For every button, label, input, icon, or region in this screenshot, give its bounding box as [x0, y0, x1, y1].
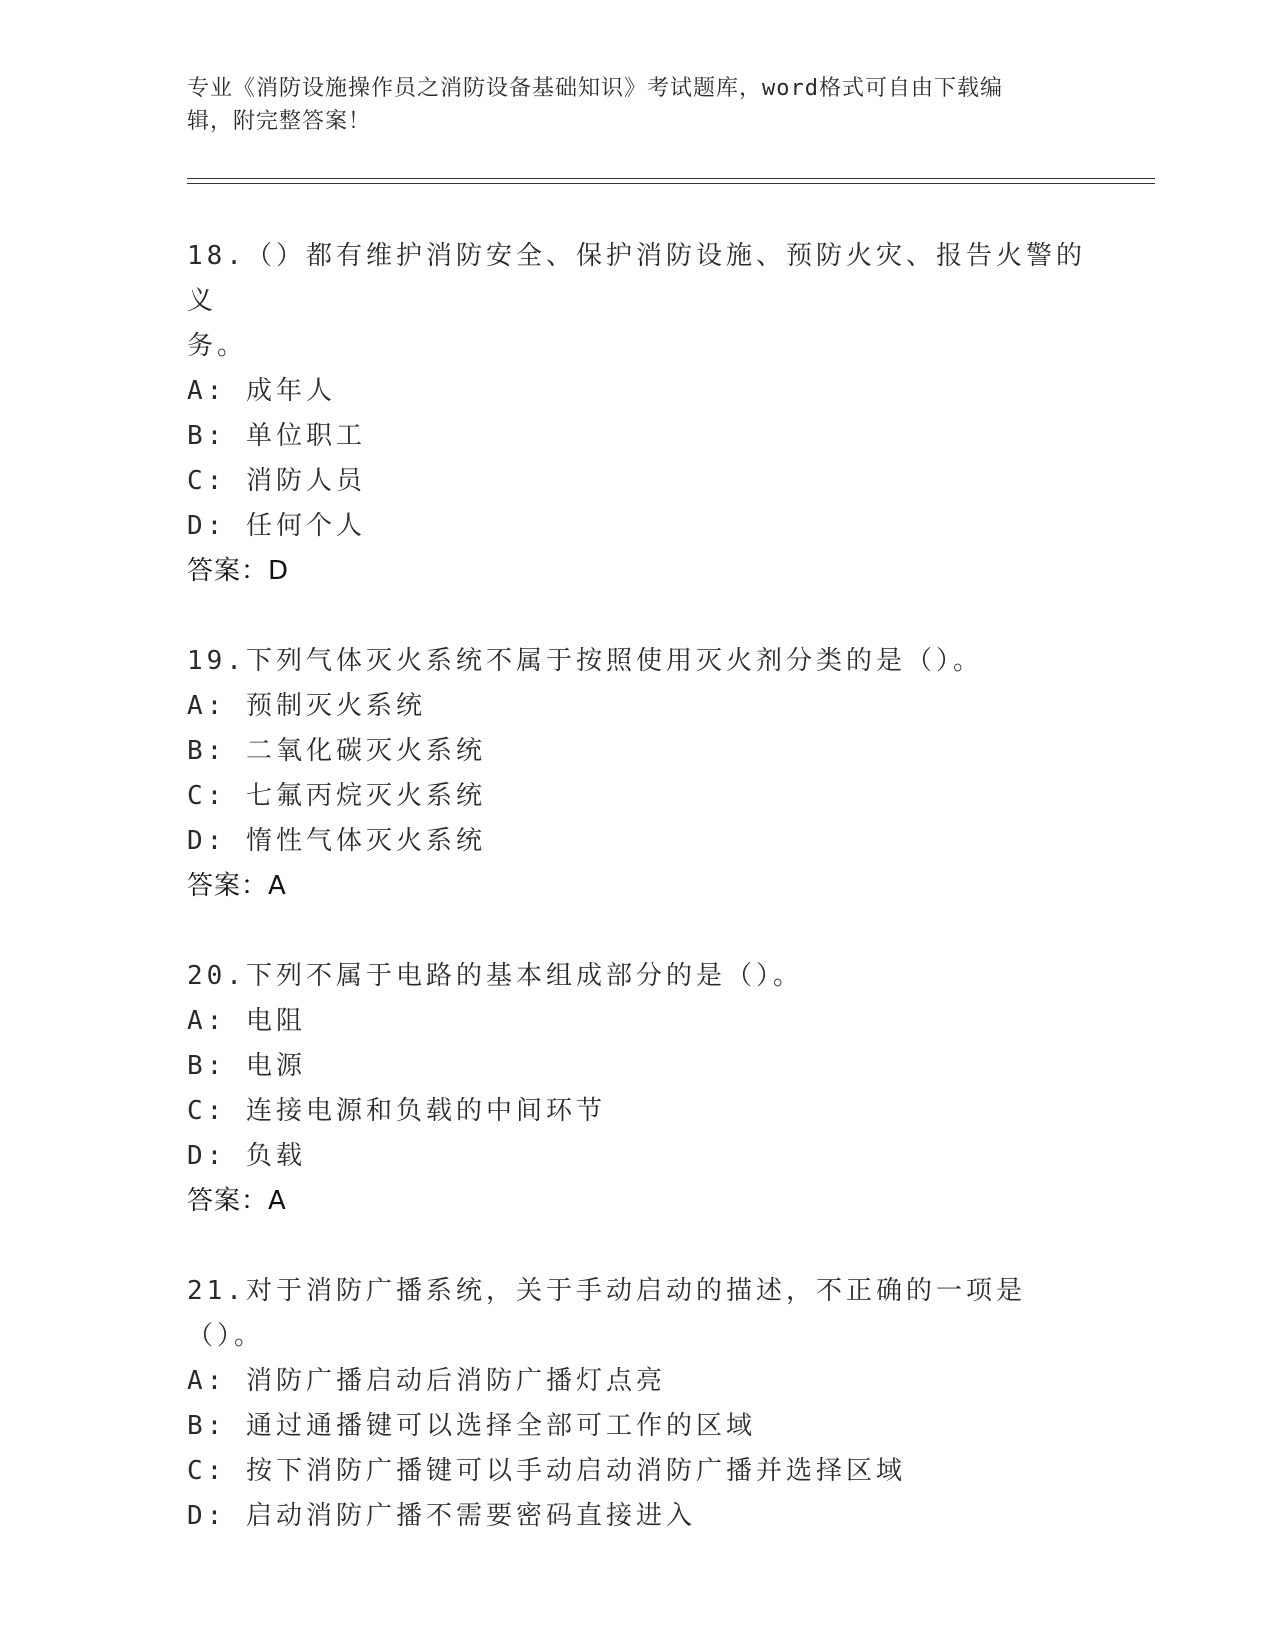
option-d: D: 任何个人: [187, 511, 366, 541]
option-c: C: 消防人员: [187, 466, 366, 496]
answer: 答案：A: [187, 871, 287, 901]
option-c: C: 按下消防广播键可以手动启动消防广播并选择区域: [187, 1456, 906, 1486]
question-18: [187, 234, 1087, 594]
option-c: C: 七氟丙烷灭火系统: [187, 781, 486, 811]
question-stem: 20.下列不属于电路的基本组成部分的是（）。: [187, 961, 803, 991]
option-d: D: 负载: [187, 1141, 306, 1171]
option-a: A: 消防广播启动后消防广播灯点亮: [187, 1366, 666, 1396]
question-19: [187, 639, 1087, 909]
question-20: [187, 954, 1087, 1224]
option-b: B: 单位职工: [187, 421, 366, 451]
answer: 答案：A: [187, 1186, 287, 1216]
document-header: [187, 72, 1067, 138]
header-divider-top: [187, 178, 1155, 179]
option-a: A: 预制灭火系统: [187, 691, 426, 721]
answer: 答案：D: [187, 556, 290, 586]
header-line-2: 辑，附完整答案！: [187, 109, 372, 134]
option-a: A: 成年人: [187, 376, 336, 406]
option-d: D: 启动消防广播不需要密码直接进入: [187, 1501, 696, 1531]
option-d: D: 惰性气体灭火系统: [187, 826, 486, 856]
option-b: B: 二氧化碳灭火系统: [187, 736, 486, 766]
option-b: B: 电源: [187, 1051, 306, 1081]
option-a: A: 电阻: [187, 1006, 306, 1036]
question-stem-line-1: 18.（）都有维护消防安全、保护消防设施、预防火灾、报告火警的义: [187, 241, 1086, 316]
question-stem: 19.下列气体灭火系统不属于按照使用灭火剂分类的是（）。: [187, 646, 983, 676]
question-stem: [187, 234, 1087, 369]
question-21: [187, 1269, 1087, 1539]
header-divider-bottom: [187, 183, 1155, 184]
option-c: C: 连接电源和负载的中间环节: [187, 1096, 606, 1126]
question-list: [187, 234, 1087, 1584]
question-stem-line-2: 务。: [187, 331, 248, 361]
header-line-1: 专业《消防设施操作员之消防设备基础知识》考试题库，word格式可自由下载编: [187, 76, 1003, 101]
option-b: B: 通过通播键可以选择全部可工作的区域: [187, 1411, 756, 1441]
question-stem: 21.对于消防广播系统，关于手动启动的描述，不正确的一项是（）。: [187, 1276, 1026, 1351]
